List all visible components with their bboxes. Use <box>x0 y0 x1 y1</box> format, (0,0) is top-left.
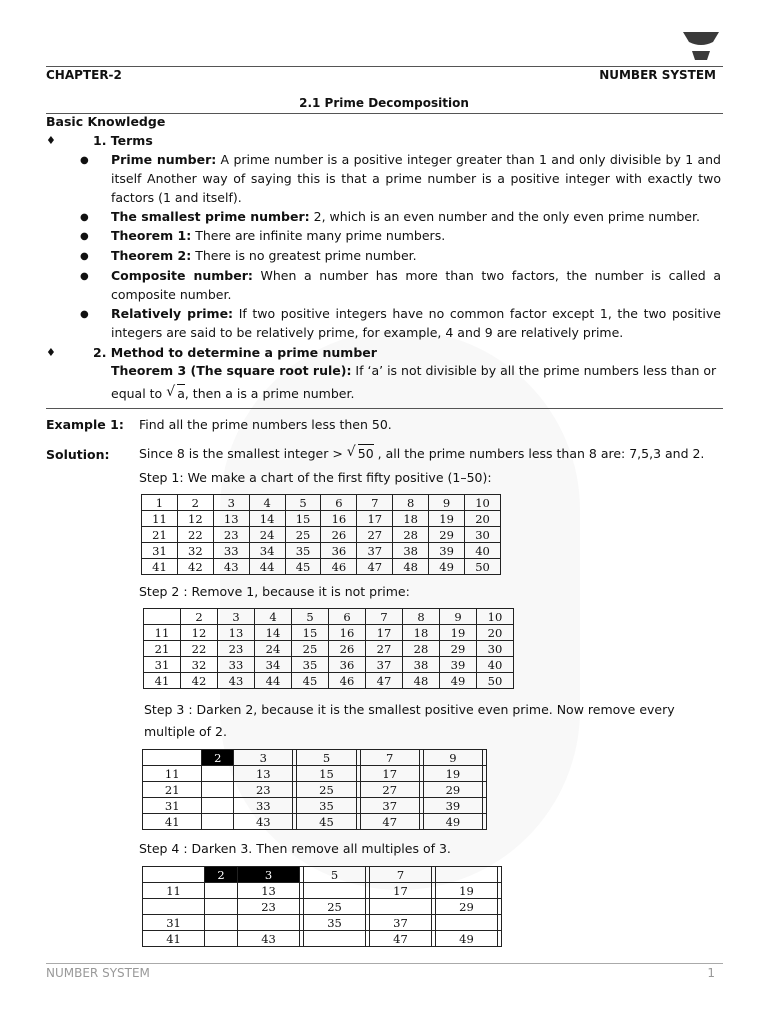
table-cell: 37 <box>366 657 403 673</box>
section-title: 2.1 Prime Decomposition <box>299 96 469 110</box>
table-cell: 3 <box>234 750 293 766</box>
table-cell: 2 <box>177 495 213 511</box>
table-cell: 40 <box>477 657 514 673</box>
table-cell: 7 <box>366 609 403 625</box>
table-cell <box>369 899 431 915</box>
table-cell: 6 <box>329 609 366 625</box>
step-2: Step 2 : Remove 1, because it is not prime: <box>139 584 410 599</box>
table-cell <box>304 931 366 947</box>
table-row <box>143 931 502 947</box>
table-cell: 21 <box>142 527 178 543</box>
table-cell: 1 <box>142 495 178 511</box>
table-cell: 31 <box>142 543 178 559</box>
bullet-icon: ● <box>80 212 89 223</box>
table-cell: 27 <box>366 641 403 657</box>
table-cell: 47 <box>360 814 419 830</box>
table-cell: 43 <box>234 814 293 830</box>
table-cell: 42 <box>181 673 218 689</box>
term-smallest-prime: The smallest prime number: 2, which is an even number and the only even prime number. <box>111 209 700 224</box>
table-row <box>142 527 501 543</box>
bullet-icon: ● <box>80 309 89 320</box>
table-cell: 11 <box>142 511 178 527</box>
method-heading: 2. Method to determine a prime number <box>93 345 377 360</box>
table-cell: 33 <box>213 543 249 559</box>
table-cell: 9 <box>423 750 482 766</box>
table-cell: 39 <box>429 543 465 559</box>
table-cell: 38 <box>403 657 440 673</box>
table-cell: 11 <box>144 625 181 641</box>
table-cell: 33 <box>218 657 255 673</box>
basic-knowledge-heading: Basic Knowledge <box>46 114 166 129</box>
table-cell: 23 <box>234 782 293 798</box>
table-cell: 34 <box>255 657 292 673</box>
chart-table-step-4 <box>142 866 502 947</box>
table-cell: 13 <box>238 883 300 899</box>
example-rule <box>46 408 723 409</box>
bullet-icon: ● <box>80 231 89 242</box>
table-cell: 18 <box>403 625 440 641</box>
table-cell: 4 <box>255 609 292 625</box>
table-row <box>143 750 487 766</box>
table-cell: 49 <box>435 931 497 947</box>
step-4: Step 4 : Darken 3. Then remove all multiples of 3. <box>139 841 451 856</box>
table-cell: 8 <box>393 495 429 511</box>
example-text: Find all the prime numbers less then 50. <box>139 417 392 432</box>
term-relatively-prime: Relatively prime: If two positive integers have no common factor except 1, the two positive integers are said to be relatively prime, for example, 4 and 9 are relatively prime. <box>111 306 721 340</box>
table-cell: 45 <box>285 559 321 575</box>
step-3: Step 3 : Darken 2, because it is the smallest positive even prime. Now remove every multiple of 2. <box>144 702 675 739</box>
table-cell: 42 <box>177 559 213 575</box>
table-cell: 27 <box>357 527 393 543</box>
table-cell <box>205 915 238 931</box>
table-cell: 13 <box>218 625 255 641</box>
table-cell <box>497 899 501 915</box>
table-cell: 12 <box>181 625 218 641</box>
table-cell: 41 <box>143 931 205 947</box>
table-cell <box>238 915 300 931</box>
table-cell: 41 <box>142 559 178 575</box>
table-row <box>142 559 501 575</box>
term-prime-number: Prime number: A prime number is a positive integer greater than 1 and only divisible by 1 and itself Another way of saying this is that a prime number is a positive integer with exactly two factors (1 and itself). <box>111 152 721 205</box>
table-cell: 49 <box>423 814 482 830</box>
table-row <box>142 543 501 559</box>
table-cell: 49 <box>440 673 477 689</box>
table-cell: 7 <box>360 750 419 766</box>
table-cell: 22 <box>181 641 218 657</box>
table-cell: 45 <box>292 673 329 689</box>
table-cell: 50 <box>477 673 514 689</box>
theorem-3-line2: equal to √ a, then a is a prime number. <box>111 384 355 401</box>
bullet-icon: ● <box>80 271 89 282</box>
table-cell: 38 <box>393 543 429 559</box>
table-cell: 5 <box>292 609 329 625</box>
table-row <box>143 867 502 883</box>
table-cell: 26 <box>329 641 366 657</box>
table-row <box>142 495 501 511</box>
table-cell <box>205 931 238 947</box>
table-row <box>142 511 501 527</box>
table-row <box>143 915 502 931</box>
chart-table-step-2 <box>143 608 514 689</box>
table-cell: 17 <box>366 625 403 641</box>
table-cell: 21 <box>144 641 181 657</box>
table-cell: 19 <box>440 625 477 641</box>
table-cell: 10 <box>477 609 514 625</box>
table-cell: 6 <box>321 495 357 511</box>
theorem-3: Theorem 3 (The square root rule): If ‘a’ is not divisible by all the prime numbers less than or <box>111 363 717 378</box>
table-cell: 50 <box>465 559 501 575</box>
table-row <box>144 625 514 641</box>
table-cell: 28 <box>403 641 440 657</box>
table-cell: 11 <box>143 766 202 782</box>
table-cell: 23 <box>238 899 300 915</box>
table-row <box>144 609 514 625</box>
table-cell: 29 <box>423 782 482 798</box>
table-cell: 4 <box>249 495 285 511</box>
table-row <box>143 798 487 814</box>
table-cell: 35 <box>285 543 321 559</box>
table-cell: 21 <box>143 782 202 798</box>
table-cell: 22 <box>177 527 213 543</box>
table-cell: 36 <box>321 543 357 559</box>
table-cell: 49 <box>429 559 465 575</box>
table-cell: 32 <box>181 657 218 673</box>
table-cell: 15 <box>297 766 356 782</box>
subject-label: NUMBER SYSTEM <box>599 68 716 82</box>
table-cell: 47 <box>366 673 403 689</box>
table-cell: 32 <box>177 543 213 559</box>
table-cell: 19 <box>429 511 465 527</box>
term-composite-number: Composite number: When a number has more than two factors, the number is called a composite number. <box>111 268 721 302</box>
table-row <box>144 657 514 673</box>
table-cell: 31 <box>143 915 205 931</box>
table-cell: 33 <box>234 798 293 814</box>
chart-table-step-3 <box>142 749 487 830</box>
table-cell: 29 <box>440 641 477 657</box>
table-cell: 41 <box>143 814 202 830</box>
table-cell: 43 <box>218 673 255 689</box>
table-cell <box>435 915 497 931</box>
table-cell <box>144 609 181 625</box>
table-cell: 23 <box>213 527 249 543</box>
table-cell: 18 <box>393 511 429 527</box>
table-cell: 5 <box>297 750 356 766</box>
solution-text: Since 8 is the smallest integer > √ 50 , all the prime numbers less than 8 are: 7,5,3 and 2. <box>139 444 705 461</box>
table-row <box>144 673 514 689</box>
table-cell <box>483 814 487 830</box>
table-row <box>143 899 502 915</box>
table-cell <box>497 915 501 931</box>
table-cell: 9 <box>429 495 465 511</box>
table-row <box>143 782 487 798</box>
table-cell: 25 <box>304 899 366 915</box>
table-cell: 43 <box>238 931 300 947</box>
table-cell: 29 <box>429 527 465 543</box>
table-cell: 43 <box>213 559 249 575</box>
table-cell: 25 <box>285 527 321 543</box>
table-cell: 26 <box>321 527 357 543</box>
table-cell: 44 <box>249 559 285 575</box>
table-cell: 15 <box>285 511 321 527</box>
table-cell: 45 <box>297 814 356 830</box>
table-cell: 3 <box>213 495 249 511</box>
table-cell: 16 <box>329 625 366 641</box>
chapter-label: CHAPTER-2 <box>46 68 122 82</box>
table-cell: 17 <box>360 766 419 782</box>
table-cell <box>497 883 501 899</box>
footer-subject: NUMBER SYSTEM <box>46 966 150 980</box>
table-cell <box>143 750 202 766</box>
table-row <box>143 814 487 830</box>
table-cell: 20 <box>465 511 501 527</box>
table-cell: 48 <box>403 673 440 689</box>
table-cell <box>483 798 487 814</box>
table-cell: 10 <box>465 495 501 511</box>
term-theorem-1: Theorem 1: There are infinite many prime numbers. <box>111 228 446 243</box>
table-cell: 25 <box>297 782 356 798</box>
table-cell: 15 <box>292 625 329 641</box>
table-cell: 36 <box>329 657 366 673</box>
table-cell: 14 <box>249 511 285 527</box>
table-cell <box>143 867 205 883</box>
table-cell: 28 <box>393 527 429 543</box>
table-cell: 17 <box>357 511 393 527</box>
terms-heading: 1. Terms <box>93 133 153 148</box>
table-cell: 7 <box>357 495 393 511</box>
term-theorem-2: Theorem 2: There is no greatest prime number. <box>111 248 417 263</box>
footer-rule <box>46 963 723 964</box>
bullet-icon: ● <box>80 251 89 262</box>
table-cell: 25 <box>292 641 329 657</box>
table-cell: 24 <box>255 641 292 657</box>
table-cell: 14 <box>255 625 292 641</box>
table-cell <box>202 766 234 782</box>
table-cell: 24 <box>249 527 285 543</box>
chart-table-step-1 <box>141 494 501 575</box>
table-cell: 13 <box>213 511 249 527</box>
table-cell: 5 <box>304 867 366 883</box>
table-cell <box>202 814 234 830</box>
table-cell: 30 <box>465 527 501 543</box>
table-cell: 47 <box>369 931 431 947</box>
table-cell: 37 <box>360 798 419 814</box>
table-cell: 12 <box>177 511 213 527</box>
diamond-bullet-icon: ♦ <box>46 346 56 359</box>
table-cell: 27 <box>360 782 419 798</box>
table-cell: 2 <box>205 867 238 883</box>
table-cell: 37 <box>369 915 431 931</box>
table-cell: 19 <box>435 883 497 899</box>
table-cell: 20 <box>477 625 514 641</box>
table-cell: 46 <box>321 559 357 575</box>
table-cell <box>497 931 501 947</box>
table-cell <box>202 798 234 814</box>
table-cell <box>435 867 497 883</box>
table-cell: 30 <box>477 641 514 657</box>
table-cell <box>497 867 501 883</box>
solution-label: Solution: <box>46 447 110 462</box>
table-cell: 7 <box>369 867 431 883</box>
table-cell: 11 <box>143 883 205 899</box>
table-cell: 35 <box>292 657 329 673</box>
page-number: 1 <box>707 966 715 980</box>
table-cell: 5 <box>285 495 321 511</box>
table-cell <box>483 782 487 798</box>
table-row <box>143 883 502 899</box>
table-cell: 37 <box>357 543 393 559</box>
table-cell: 41 <box>144 673 181 689</box>
table-cell <box>483 766 487 782</box>
table-cell <box>483 750 487 766</box>
table-cell: 9 <box>440 609 477 625</box>
table-cell: 35 <box>304 915 366 931</box>
table-cell: 2 <box>202 750 234 766</box>
table-cell: 44 <box>255 673 292 689</box>
table-cell: 23 <box>218 641 255 657</box>
table-cell: 29 <box>435 899 497 915</box>
bullet-icon: ● <box>80 155 89 166</box>
table-cell <box>202 782 234 798</box>
table-cell: 35 <box>297 798 356 814</box>
table-cell: 16 <box>321 511 357 527</box>
table-cell: 3 <box>238 867 300 883</box>
brand-logo-icon <box>683 32 719 60</box>
table-cell: 8 <box>403 609 440 625</box>
table-cell: 39 <box>423 798 482 814</box>
step-1: Step 1: We make a chart of the first fifty positive (1–50): <box>139 470 492 485</box>
table-cell <box>304 883 366 899</box>
table-cell: 2 <box>181 609 218 625</box>
table-cell: 39 <box>440 657 477 673</box>
table-row <box>143 766 487 782</box>
example-label: Example 1: <box>46 417 124 432</box>
table-cell <box>143 899 205 915</box>
table-row <box>144 641 514 657</box>
table-cell: 13 <box>234 766 293 782</box>
table-cell: 31 <box>144 657 181 673</box>
table-cell: 46 <box>329 673 366 689</box>
table-cell <box>205 883 238 899</box>
table-cell: 3 <box>218 609 255 625</box>
table-cell: 40 <box>465 543 501 559</box>
header-rule <box>46 66 723 67</box>
diamond-bullet-icon: ♦ <box>46 134 56 147</box>
table-cell: 47 <box>357 559 393 575</box>
table-cell: 17 <box>369 883 431 899</box>
table-cell: 34 <box>249 543 285 559</box>
table-cell: 31 <box>143 798 202 814</box>
table-cell: 48 <box>393 559 429 575</box>
table-cell: 19 <box>423 766 482 782</box>
table-cell <box>205 899 238 915</box>
